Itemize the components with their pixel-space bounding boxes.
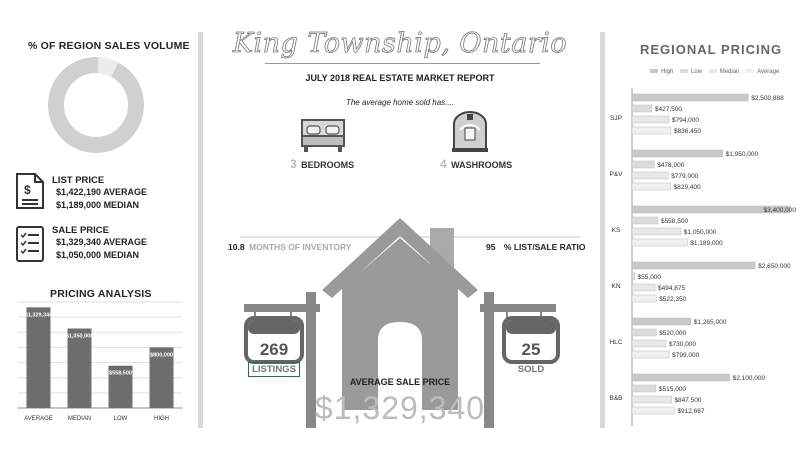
regional-legend: [650, 69, 779, 75]
regional-data-label: $779,000: [671, 173, 699, 180]
pricing-data-label: $800,000: [150, 352, 173, 359]
bedrooms-label: BEDROOMS: [301, 160, 355, 170]
months-inventory: [228, 237, 351, 255]
sale-price-average: [56, 236, 147, 249]
list-sale-ratio: [486, 237, 585, 255]
regional-bar-median: [632, 116, 669, 123]
ratio-label: % LIST/SALE RATIO: [503, 242, 586, 252]
sale-price-average-label: AVERAGE: [103, 237, 148, 247]
regional-data-label: $730,000: [668, 341, 697, 348]
list-price-median-label: MEDIAN: [103, 200, 140, 210]
sale-price-median-label: MEDIAN: [103, 250, 140, 260]
regional-bar-average: [632, 127, 671, 134]
regional-data-label: $829,400: [673, 184, 701, 191]
regional-category-label: B&B: [609, 395, 623, 402]
list-price-average-label: AVERAGE: [103, 187, 148, 197]
donut-chart: [40, 54, 152, 160]
regional-pricing-title: REGIONAL PRICING: [640, 42, 783, 57]
regional-data-label: $478,000: [657, 162, 685, 169]
legend-item-high: High: [650, 69, 673, 75]
sale-price-average-value: $1,329,340: [56, 237, 102, 247]
regional-data-label: $1,950,000: [725, 151, 759, 158]
regional-data-label: $847,500: [674, 397, 702, 404]
list-price-median: [56, 199, 139, 212]
regional-bar-low: [632, 217, 658, 224]
list-price-average: [56, 186, 147, 199]
regional-bar-high: [632, 262, 755, 269]
sale-price-median: [56, 249, 139, 262]
donut-slice-region: [98, 65, 115, 70]
regional-data-label: $427,500: [654, 106, 682, 113]
pricing-data-label: $1,050,000: [65, 333, 94, 340]
regional-data-label: $794,000: [671, 117, 700, 124]
regional-data-label: $836,450: [673, 128, 701, 135]
sold-label: SOLD: [517, 364, 545, 375]
washrooms-stat: [440, 155, 512, 173]
bedrooms-number: 3: [290, 157, 297, 171]
regional-bar-median: [632, 172, 668, 179]
regional-bar-low: [632, 273, 635, 280]
listings-label: LISTINGS: [248, 362, 300, 377]
pricing-data-label: $558,500: [109, 370, 132, 377]
regional-bar-average: [632, 295, 656, 302]
ratio-number: 95: [486, 242, 496, 252]
pricing-bar-median: [65, 329, 94, 409]
average-home-text: The average home sold has....: [345, 98, 455, 107]
sold-number: 25: [521, 340, 541, 359]
regional-data-label: $55,000: [637, 274, 662, 281]
regional-bar-low: [632, 161, 654, 168]
regional-bar-low: [632, 105, 652, 112]
regional-bar-average: [632, 407, 674, 414]
list-price-median-value: $1,189,000: [56, 200, 102, 210]
average-sale-value: $1,329,340: [314, 390, 486, 426]
regional-bar-high: [632, 318, 691, 325]
regional-data-label: $2,650,000: [758, 263, 791, 270]
regional-category-label: KN: [611, 283, 621, 290]
sale-price-median-value: $1,050,000: [56, 250, 102, 260]
regional-data-label: $912,667: [677, 408, 705, 415]
pricing-category-label: MEDIAN: [67, 416, 92, 422]
legend-item-median: Median: [709, 69, 740, 75]
regional-data-label: $494,875: [657, 285, 686, 292]
pricing-analysis-chart: [12, 298, 188, 428]
divider-left: [198, 32, 203, 428]
regional-bar-median: [632, 284, 655, 291]
average-sale-label: AVERAGE SALE PRICE: [349, 377, 451, 387]
list-price-title: LIST PRICE: [52, 175, 105, 186]
regional-category-label: KS: [611, 227, 621, 234]
regional-data-label: $520,000: [659, 330, 687, 337]
left-sign-arm: [244, 304, 320, 312]
pricing-category-label: HIGH: [154, 416, 169, 422]
svg-text:$: $: [24, 183, 31, 197]
right-sign-arm: [480, 304, 556, 312]
sale-price-title: SALE PRICE: [52, 225, 110, 236]
regional-data-label: $558,500: [660, 218, 689, 225]
list-price-average-value: $1,422,190: [56, 187, 102, 197]
washrooms-number: 4: [440, 157, 447, 171]
regional-data-label: $799,000: [672, 352, 700, 359]
regional-bar-high: [632, 374, 730, 381]
regional-category-label: P&V: [609, 171, 623, 178]
listings-number: 269: [259, 340, 289, 359]
bathtub-icon: [450, 110, 490, 156]
bedrooms-stat: [290, 155, 354, 173]
regional-data-label: $1,189,000: [690, 240, 723, 247]
regional-bar-average: [632, 239, 687, 246]
regional-data-label: $2,500,888: [751, 95, 784, 102]
months-number: 10.8: [228, 242, 245, 252]
document-dollar-icon: [15, 172, 45, 210]
pricing-category-label: LOW: [113, 416, 128, 422]
pricing-analysis-title: PRICING ANALYSIS: [50, 288, 152, 300]
bed-icon: [300, 118, 346, 154]
regional-bar-median: [632, 340, 666, 347]
regional-data-label: $1,050,000: [683, 229, 717, 236]
regional-category-label: SJP: [610, 115, 622, 122]
donut-track: [56, 65, 136, 145]
regional-bar-average: [632, 183, 671, 190]
regional-pricing-chart: [606, 88, 798, 428]
regional-data-label: $522,350: [659, 296, 687, 303]
legend-item-low: Low: [680, 69, 702, 75]
regional-bar-median: [632, 228, 681, 235]
months-label: MONTHS OF INVENTORY: [249, 242, 352, 252]
regional-data-label: $3,400,000: [763, 207, 796, 214]
title-underline: [265, 63, 540, 64]
divider-right: [600, 32, 605, 428]
regional-bar-average: [632, 351, 669, 358]
regional-bar-median: [632, 396, 671, 403]
regional-category-label: HLC: [609, 339, 623, 346]
regional-data-label: $2,100,000: [732, 375, 766, 382]
regional-bar-low: [632, 329, 656, 336]
legend-item-average: Average: [746, 69, 779, 75]
pricing-data-label: $1,329,340: [24, 312, 53, 319]
pricing-bar-average: [24, 307, 53, 408]
regional-data-label: $1,265,000: [693, 319, 727, 326]
regional-data-label: $515,000: [658, 386, 687, 393]
regional-bar-high: [632, 94, 748, 101]
report-title: JULY 2018 REAL ESTATE MARKET REPORT: [305, 73, 495, 83]
pricing-category-label: AVERAGE: [24, 416, 53, 422]
checklist-icon: [15, 225, 45, 263]
regional-bar-high: [632, 150, 723, 157]
washrooms-label: WASHROOMS: [451, 160, 513, 170]
regional-bar-low: [632, 385, 656, 392]
donut-title: % OF REGION SALES VOLUME: [28, 40, 190, 52]
script-title: King Township, Ontario: [232, 28, 568, 59]
